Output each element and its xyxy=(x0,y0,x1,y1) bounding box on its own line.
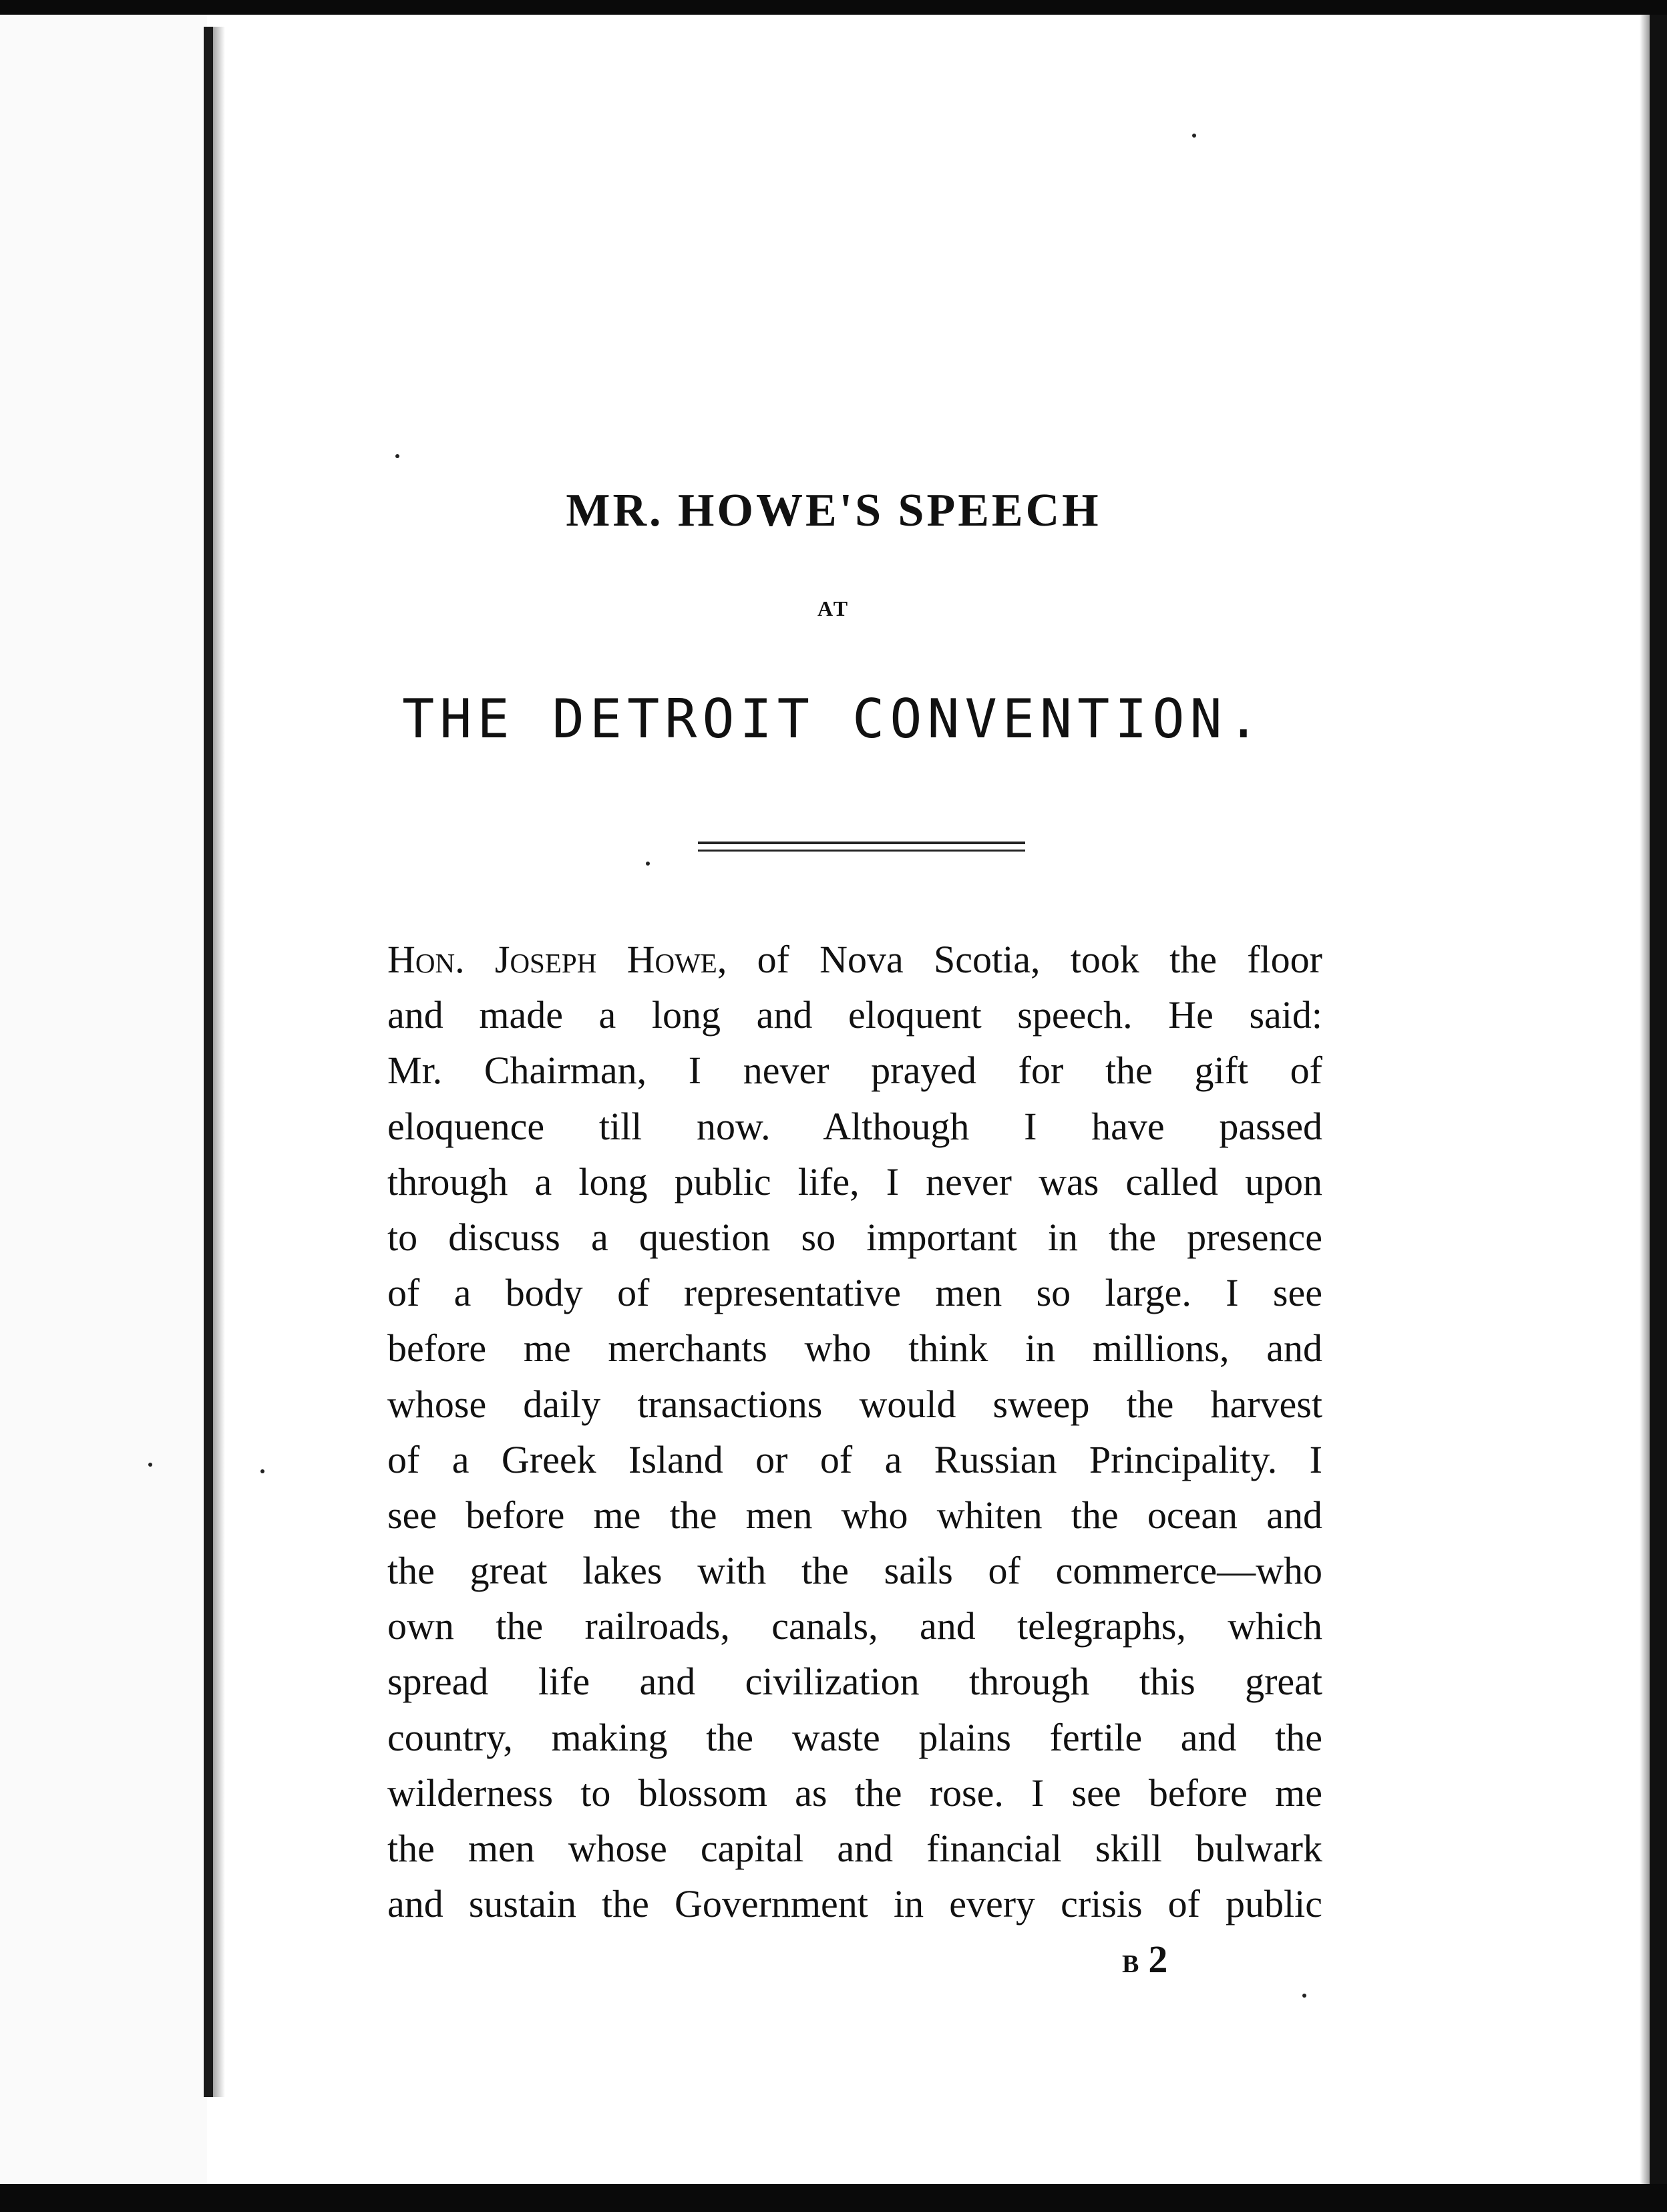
honorific: Hon. xyxy=(387,938,465,981)
text-line: eloquence till now. Although I have passed xyxy=(387,1104,1322,1148)
text-line: the men whose capital and financial skill bulwark xyxy=(387,1827,1322,1870)
text-line: the great lakes with the sails of commerce—who xyxy=(387,1549,1322,1593)
signature-mark xyxy=(1122,1937,1167,1982)
text-line: through a long public life, I never was called upon xyxy=(387,1159,1322,1204)
binding-shadow xyxy=(213,27,225,2097)
right-edge-shadow xyxy=(1640,15,1650,2184)
page-title: MR. HOWE'S SPEECH xyxy=(566,485,1101,536)
text-line: to discuss a question so important in the presence xyxy=(387,1215,1322,1259)
text-line: wilderness to blossom as the rose. I see before me xyxy=(387,1771,1322,1815)
section-rule-bottom xyxy=(698,850,1025,852)
scan-bottom-edge xyxy=(0,2184,1667,2212)
signature-letter: B xyxy=(1122,1950,1139,1978)
section-rule-top xyxy=(698,842,1025,844)
facing-page-margin xyxy=(0,15,207,2184)
text-line: of a body of representative men so large. I see xyxy=(387,1271,1322,1315)
text-line: see before me the men who whiten the ocean and xyxy=(387,1493,1322,1537)
text-line: spread life and civilization through this great xyxy=(387,1660,1322,1704)
scan-top-edge xyxy=(0,0,1667,15)
scan-right-edge xyxy=(1650,15,1667,2184)
text-line: whose daily transactions would sweep the harvest xyxy=(387,1382,1322,1426)
text-line: of a Greek Island or of a Russian Principality. I xyxy=(387,1437,1322,1481)
signature-number: 2 xyxy=(1148,1938,1168,1981)
text-line xyxy=(387,932,1322,987)
first-line-rest: , of Nova Scotia, took the floor xyxy=(717,938,1322,981)
text-line: and made a long and eloquent speech. He said: xyxy=(387,993,1322,1037)
text-line: and sustain the Government in every crisis of public xyxy=(387,1882,1322,1926)
page-subtitle: THE DETROIT CONVENTION. xyxy=(402,688,1265,750)
speaker-name: Joseph Howe xyxy=(494,938,717,981)
print-speck xyxy=(1302,1994,1306,1998)
binding-gutter xyxy=(204,27,213,2097)
text-line: country, making the waste plains fertile and the xyxy=(387,1715,1322,1759)
text-line: own the railroads, canals, and telegraphs, which xyxy=(387,1604,1322,1648)
print-speck xyxy=(260,1469,264,1473)
print-speck xyxy=(646,862,650,866)
print-speck xyxy=(395,454,399,458)
print-speck xyxy=(148,1463,152,1467)
print-speck xyxy=(1192,134,1196,138)
text-line: Mr. Chairman, I never prayed for the gift of xyxy=(387,1049,1322,1093)
text-line: before me merchants who think in millions, and xyxy=(387,1326,1322,1370)
title-connector: AT xyxy=(817,596,850,620)
speech-body xyxy=(387,932,1322,1931)
